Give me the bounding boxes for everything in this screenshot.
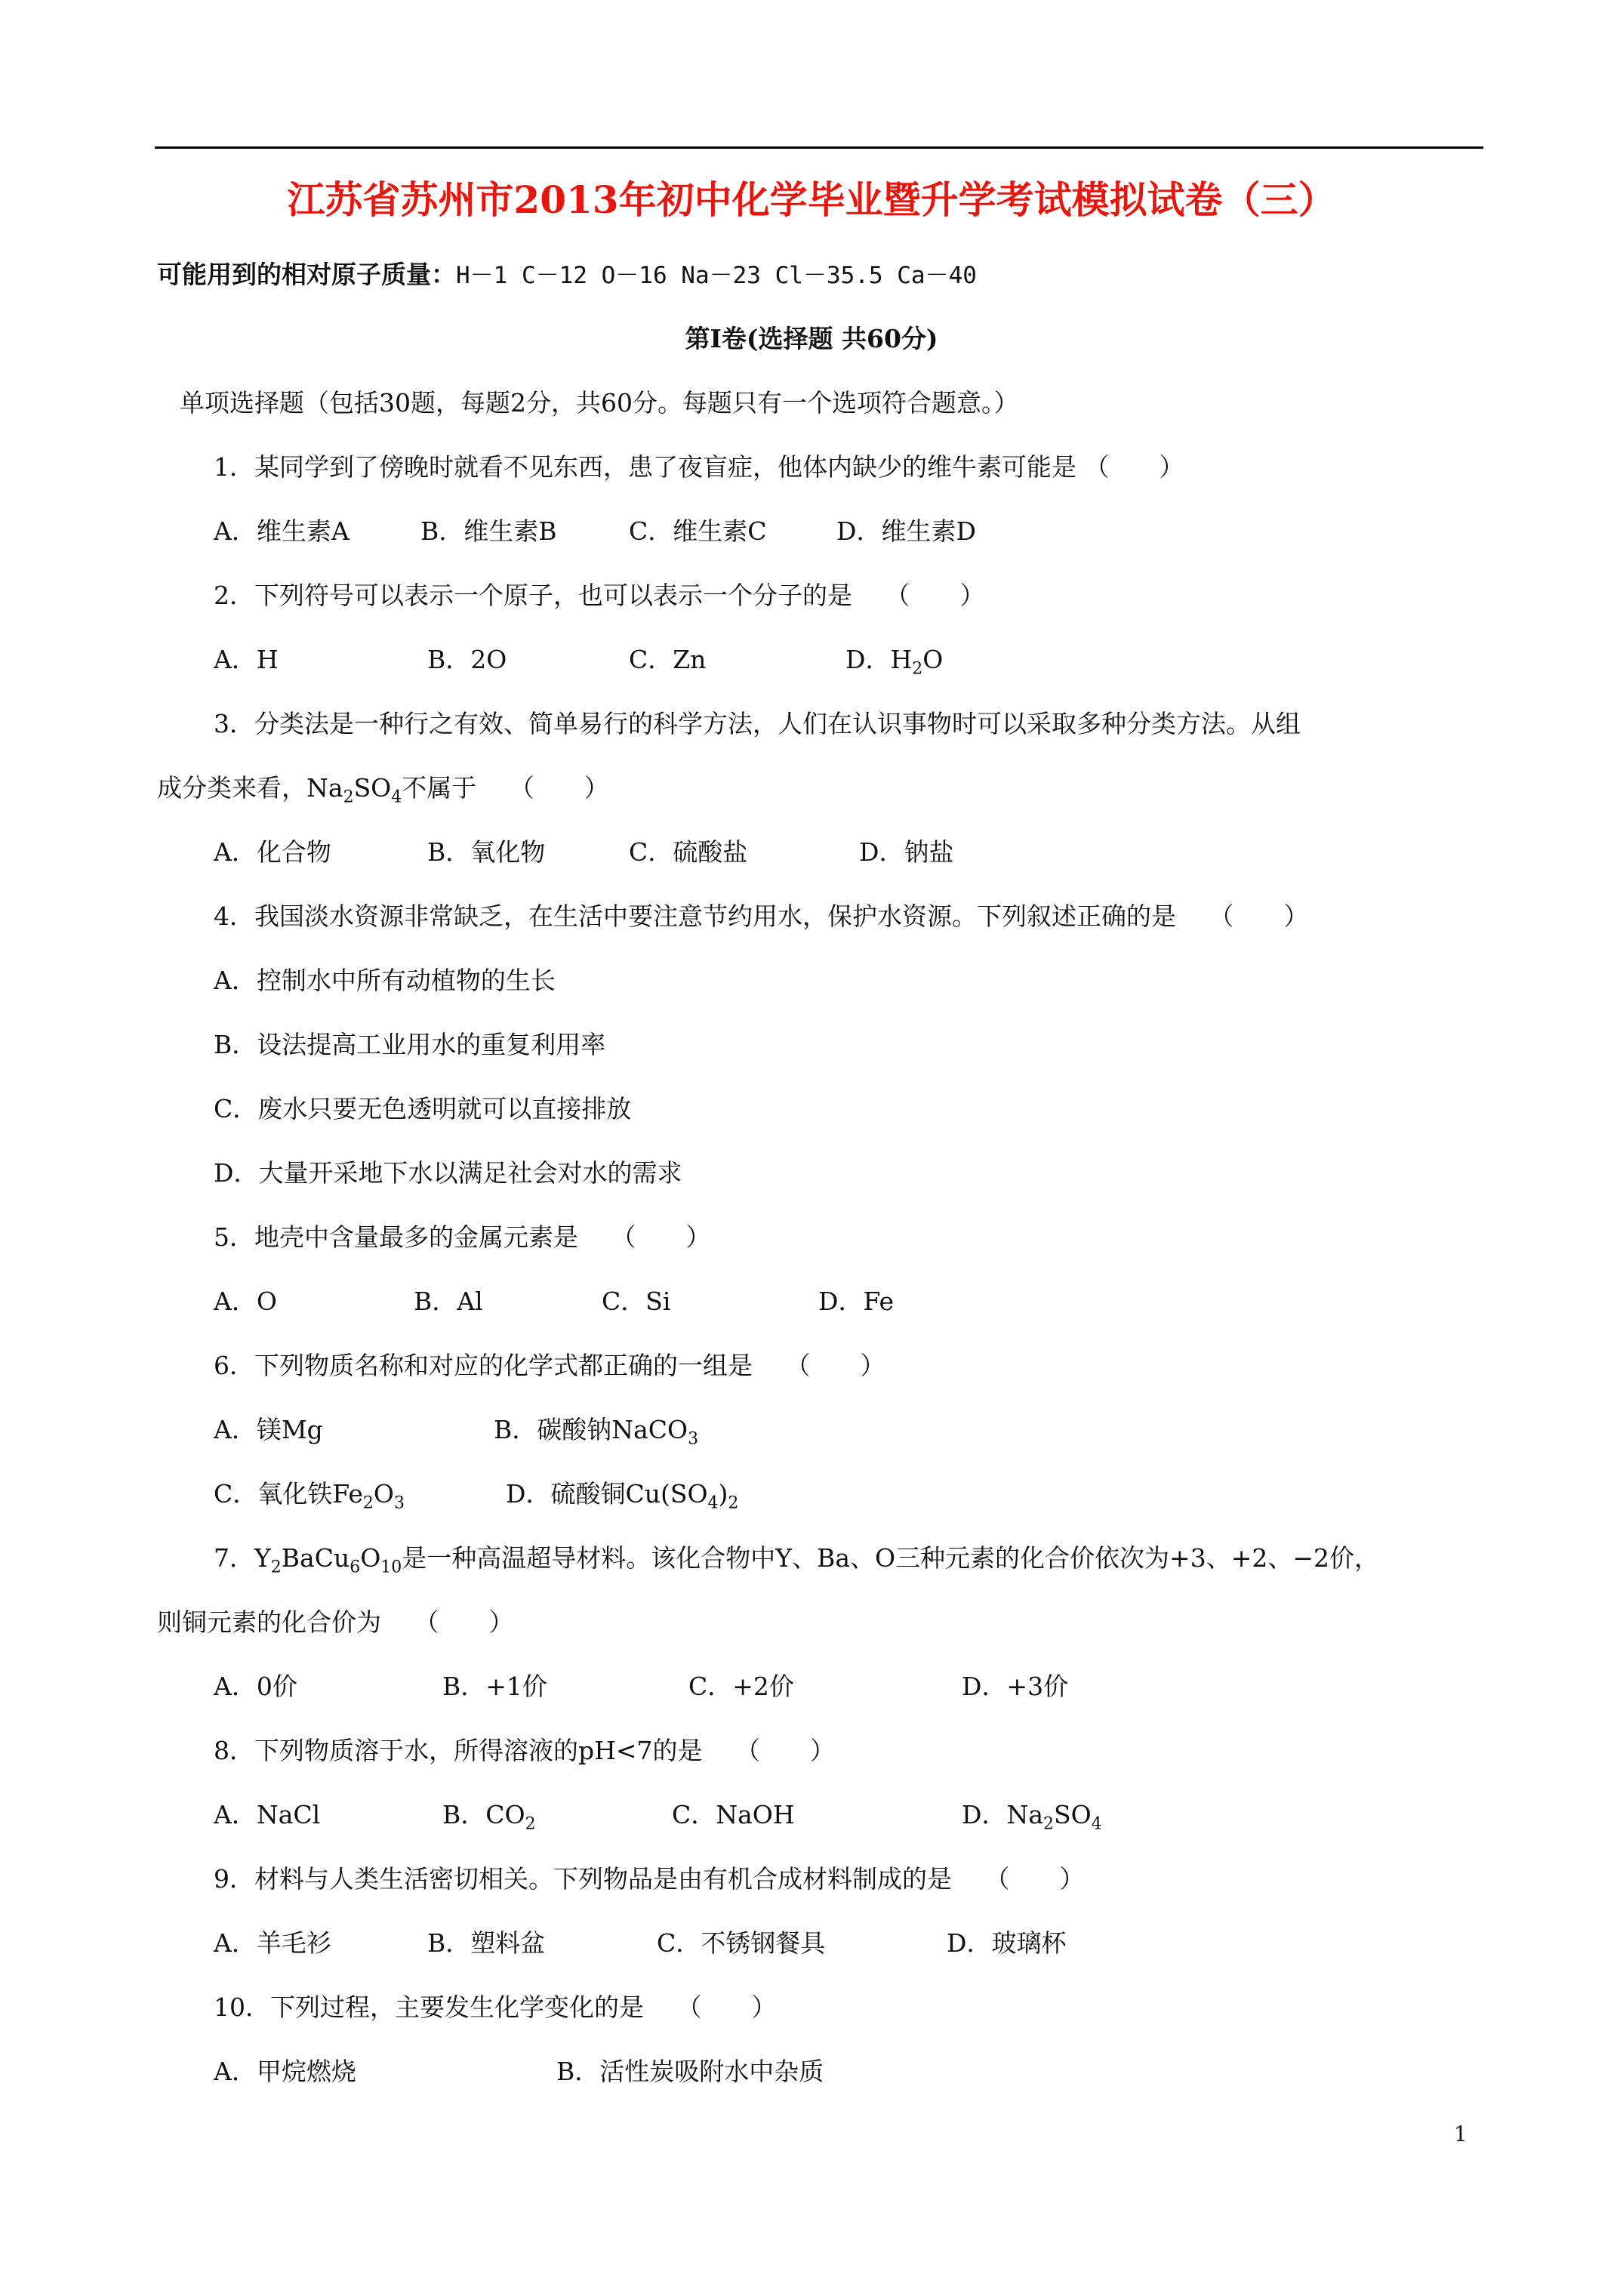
question-10-stem: 10．下列过程，主要发生化学变化的是 （ ） bbox=[214, 1992, 777, 2022]
section-heading: 第Ⅰ卷(选择题 共60分) bbox=[685, 324, 938, 353]
question-9-option-d: D．玻璃杯 bbox=[947, 1928, 1067, 1958]
question-7-stem-line2: 则铜元素的化合价为 （ ） bbox=[157, 1607, 514, 1637]
question-2-option-d: D．$H_2O$ bbox=[845, 645, 944, 679]
question-10-option-b: B．活性炭吸附水中杂质 bbox=[556, 2057, 824, 2086]
question-4-option-a: A．控制水中所有动植物的生长 bbox=[214, 966, 556, 995]
question-6-option-c: C．氧化铁$Fe_2O_3$ bbox=[214, 1479, 405, 1513]
question-2-option-b: B．2O bbox=[427, 645, 507, 674]
question-1-stem: 1．某同学到了傍晚时就看不见东西，患了夜盲症，他体内缺少的维牛素可能是 （ ） bbox=[214, 452, 1184, 482]
question-4-option-b: B．设法提高工业用水的重复利用率 bbox=[214, 1030, 606, 1059]
question-2-option-a: A．H bbox=[214, 645, 279, 674]
atomic-masses-line bbox=[157, 258, 977, 292]
exam-title: 江苏省苏州市2013年初中化学毕业暨升学考试模拟试卷（三） bbox=[287, 177, 1336, 222]
question-2-stem: 2．下列符号可以表示一个原子，也可以表示一个分子的是 （ ） bbox=[214, 581, 985, 610]
question-8-option-b: B．$CO_2$ bbox=[442, 1800, 536, 1834]
question-7-option-a: A．0价 bbox=[214, 1672, 297, 1701]
instructions: 单项选择题（包括30题，每题2分，共60分。每题只有一个选项符合题意。） bbox=[180, 388, 1019, 418]
question-5-stem: 5．地壳中含量最多的金属元素是 （ ） bbox=[214, 1222, 711, 1252]
question-3-stem-line1: 3．分类法是一种行之有效、简单易行的科学方法，人们在认识事物时可以采取多种分类方法。从组 bbox=[214, 709, 1301, 738]
question-1-option-b: B．维生素B bbox=[420, 516, 557, 546]
question-8-option-d: D．$Na_2SO_4$ bbox=[962, 1800, 1102, 1834]
question-6-option-b: B．碳酸钠NaCO$_3$ bbox=[494, 1415, 699, 1449]
question-7-stem-line1: 7．$Y_2BaCu_6O_{10}$是一种高温超导材料。该化合物中Y、Ba、O三种元素的化合价依次为+3、+2、−2价， bbox=[214, 1543, 1379, 1577]
question-7-option-d: D．+3价 bbox=[962, 1672, 1069, 1701]
question-4-stem: 4．我国淡水资源非常缺乏，在生活中要注意节约用水，保护水资源。下列叙述正确的是 （ ） bbox=[214, 901, 1309, 931]
question-3-option-c: C．硫酸盐 bbox=[629, 837, 748, 867]
question-6-option-a: A．镁Mg bbox=[214, 1415, 323, 1444]
question-5-option-b: B．Al bbox=[414, 1287, 483, 1316]
question-5-option-a: A．O bbox=[214, 1287, 277, 1316]
question-9-option-b: B．塑料盆 bbox=[427, 1928, 546, 1958]
question-8-stem: 8．下列物质溶于水，所得溶液的pH<7的是 （ ） bbox=[214, 1736, 836, 1765]
question-3-option-d: D．钠盐 bbox=[859, 837, 954, 867]
page-number: 1 bbox=[1454, 2122, 1467, 2147]
question-6-option-d: D．硫酸铜$Cu(SO_4)_2$ bbox=[506, 1479, 739, 1513]
question-6-stem: 6．下列物质名称和对应的化学式都正确的一组是 （ ） bbox=[214, 1351, 885, 1380]
question-1-option-a: A．维生素A bbox=[214, 516, 350, 546]
question-1-option-d: D．维生素D bbox=[836, 516, 976, 546]
atomic-masses-label: 可能用到的相对原子质量： bbox=[157, 260, 456, 289]
question-8-option-c: C．NaOH bbox=[672, 1800, 795, 1829]
question-8-option-a: A．NaCl bbox=[214, 1800, 321, 1829]
atomic-masses-values: H－1 C－12 O－16 Na－23 Cl－35.5 Ca－40 bbox=[456, 262, 977, 289]
question-9-option-a: A．羊毛衫 bbox=[214, 1928, 331, 1958]
question-3-stem-line2: 成分类来看，$Na_2SO_4$不属于 （ ） bbox=[157, 773, 609, 807]
question-9-stem: 9．材料与人类生活密切相关。下列物品是由有机合成材料制成的是 （ ） bbox=[214, 1864, 1085, 1894]
question-4-option-d: D．大量开采地下水以满足社会对水的需求 bbox=[214, 1158, 682, 1188]
question-2-option-c: C．Zn bbox=[629, 645, 707, 674]
question-5-option-d: D．Fe bbox=[818, 1287, 895, 1316]
question-9-option-c: C．不锈钢餐具 bbox=[657, 1928, 826, 1958]
question-7-option-b: B．+1价 bbox=[442, 1672, 547, 1701]
question-7-option-c: C．+2价 bbox=[688, 1672, 794, 1701]
question-1-option-c: C．维生素C bbox=[629, 516, 767, 546]
question-10-option-a: A．甲烷燃烧 bbox=[214, 2057, 356, 2086]
question-3-option-b: B．氧化物 bbox=[427, 837, 546, 867]
question-4-option-c: C．废水只要无色透明就可以直接排放 bbox=[214, 1094, 632, 1123]
header-rule bbox=[155, 146, 1483, 149]
question-3-option-a: A．化合物 bbox=[214, 837, 331, 867]
question-5-option-c: C．Si bbox=[602, 1287, 671, 1316]
